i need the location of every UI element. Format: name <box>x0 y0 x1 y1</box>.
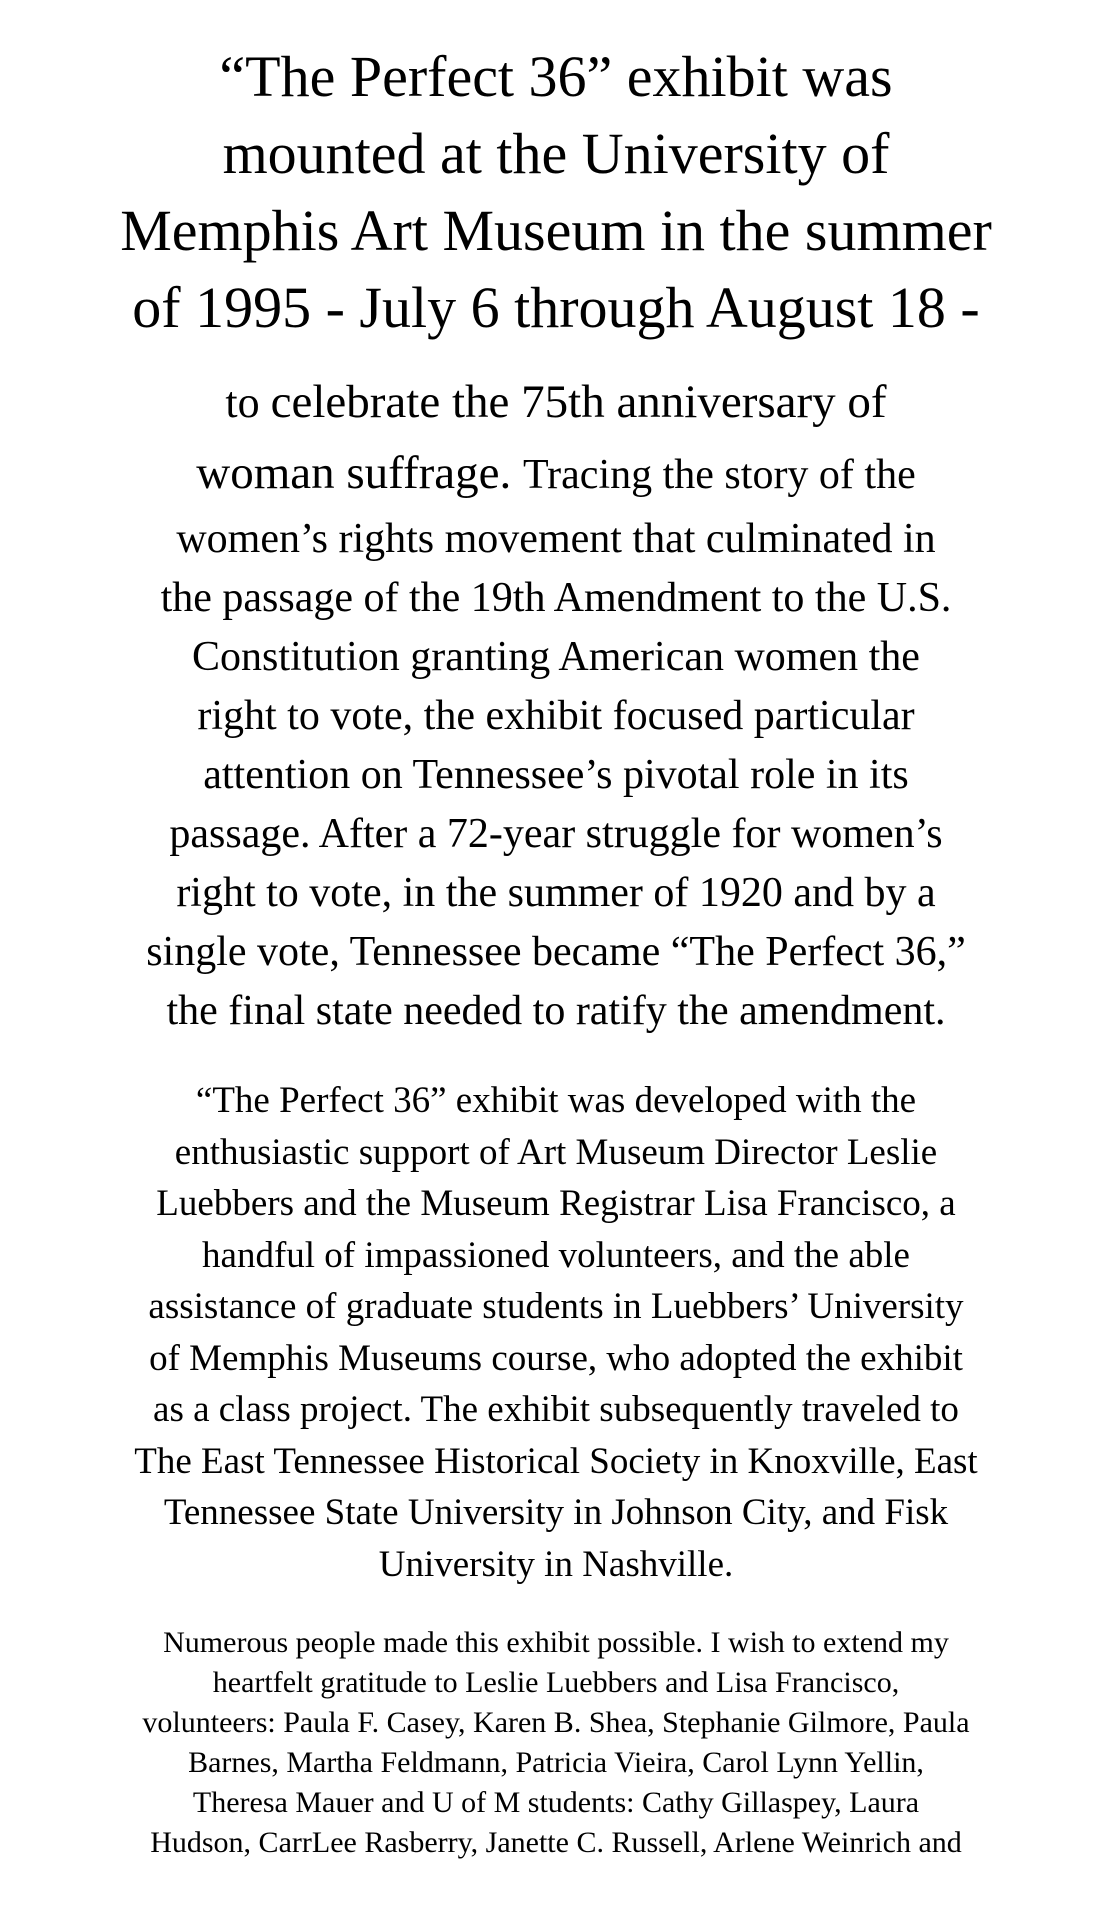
text-line <box>30 1388 1082 1440</box>
text-run: of Memphis Museums course, who adopted the exhibit <box>149 1337 963 1379</box>
text-run: Memphis Art Museum in the summer <box>120 198 992 263</box>
text-line <box>30 809 1082 868</box>
text-run: the final state needed to ratify the amendment. <box>166 988 946 1034</box>
text-run: single vote, Tennessee became “The Perfect 36,” <box>146 929 966 975</box>
text-line <box>30 514 1082 573</box>
text-run: of 1995 - July 6 through August 18 - <box>132 275 980 340</box>
text-run: to <box>225 378 271 427</box>
text-run: mounted at the University of <box>222 121 890 186</box>
text-line <box>30 277 1082 354</box>
text-line <box>30 1285 1082 1337</box>
text-run: woman suffrage. <box>196 447 523 499</box>
text-run: Theresa Mauer and U of M students: Cathy Gillaspey, Laura <box>192 1786 920 1819</box>
text-run: attention on Tennessee’s pivotal role in its <box>203 752 909 798</box>
text-line <box>30 1440 1082 1492</box>
text-run: the passage of the 19th Amendment to the U.S. <box>160 575 952 621</box>
text-line <box>30 1785 1082 1825</box>
text-run: University in Nashville. <box>378 1543 734 1585</box>
text-run: handful of impassioned volunteers, and the able <box>202 1234 910 1276</box>
text-run: Barnes, Martha Feldmann, Patricia Vieira, Carol Lynn Yellin, <box>188 1746 924 1779</box>
text-line <box>30 1745 1082 1785</box>
text-line <box>30 1543 1082 1595</box>
text-line <box>30 986 1082 1045</box>
text-run: passage. After a 72-year struggle for women’s <box>169 811 943 857</box>
text-line <box>30 1234 1082 1286</box>
text-run: assistance of graduate students in Luebbers’ University <box>148 1286 964 1327</box>
text-line <box>30 927 1082 986</box>
text-line <box>30 1337 1082 1389</box>
text-line <box>30 372 1082 443</box>
text-run: enthusiastic support of Art Museum Director Leslie <box>174 1131 938 1173</box>
text-line <box>30 691 1082 750</box>
text-run: celebrate the 75th anniversary of <box>270 376 887 428</box>
text-run: The East Tennessee Historical Society in Knoxville, East <box>134 1440 978 1482</box>
text-line <box>30 573 1082 632</box>
text-run: Luebbers and the Museum Registrar Lisa Francisco, a <box>156 1183 956 1224</box>
text-run: right to vote, the exhibit focused particular <box>197 693 915 739</box>
paragraph-acknowledgments <box>30 1625 1082 1865</box>
text-run: women’s rights movement that culminated in <box>176 516 936 562</box>
text-run: Numerous people made this exhibit possible. I wish to extend my <box>163 1626 949 1659</box>
text-line <box>30 1491 1082 1543</box>
text-run: “The Perfect 36” exhibit was developed with the <box>195 1080 917 1121</box>
text-line <box>30 1625 1082 1665</box>
text-line <box>30 632 1082 691</box>
text-run: as a class project. The exhibit subsequently traveled to <box>153 1389 959 1430</box>
paragraph-development <box>30 1079 1082 1594</box>
text-line <box>30 443 1082 514</box>
text-run: right to vote, in the summer of 1920 and by a <box>176 870 936 916</box>
text-run: Tracing the story of the <box>523 452 916 498</box>
text-run: Tennessee State University in Johnson City, and Fisk <box>163 1492 949 1533</box>
text-line <box>30 1665 1082 1705</box>
text-line <box>30 1705 1082 1745</box>
text-line <box>30 200 1082 277</box>
text-run: Constitution granting American women the <box>192 634 920 680</box>
text-line <box>30 46 1082 123</box>
text-line <box>30 123 1082 200</box>
text-line <box>30 1182 1082 1234</box>
text-line <box>30 1131 1082 1183</box>
paragraph-intro <box>30 46 1082 1045</box>
text-line <box>30 1079 1082 1131</box>
text-run: heartfelt gratitude to Leslie Luebbers and Lisa Francisco, <box>212 1666 900 1699</box>
text-run: “The Perfect 36” exhibit was <box>219 44 893 109</box>
text-run: volunteers: Paula F. Casey, Karen B. Shea, Stephanie Gilmore, Paula <box>142 1706 970 1739</box>
text-line <box>30 868 1082 927</box>
text-run: Hudson, CarrLee Rasberry, Janette C. Russell, Arlene Weinrich and <box>150 1826 962 1859</box>
text-line <box>30 750 1082 809</box>
text-line <box>30 1825 1082 1865</box>
